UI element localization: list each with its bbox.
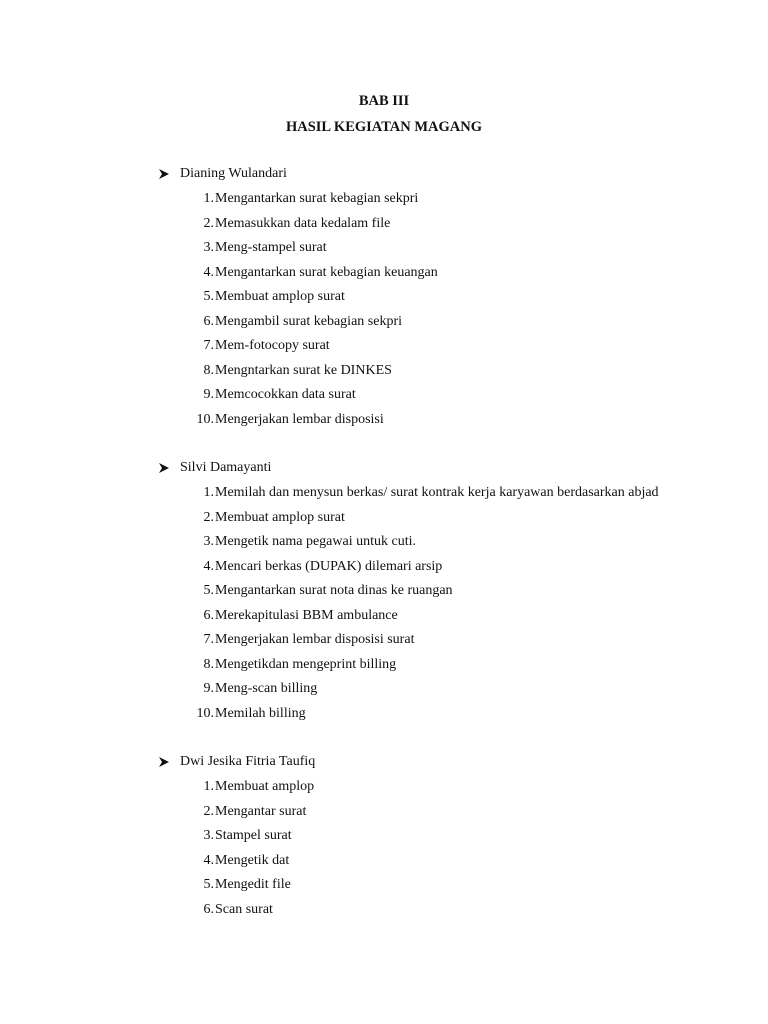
list-item-text: Mengetik dat: [215, 852, 290, 868]
list-item: [190, 238, 327, 258]
list-item-text: Mengantar surat: [215, 803, 307, 819]
list-item: [190, 606, 398, 626]
list-item-text: Memilah billing: [215, 705, 306, 721]
list-item: [190, 189, 418, 209]
list-item-text: Mem-fotocopy surat: [215, 338, 330, 353]
list-item-text: Memcocokkan data surat: [215, 387, 356, 402]
list-item: [190, 826, 292, 846]
list-item-number: 8.: [203, 656, 214, 672]
list-item-number: 1.: [203, 485, 214, 500]
list-item-text: Stampel surat: [215, 828, 292, 843]
list-item-text: Mengetik nama pegawai untuk cuti.: [215, 534, 416, 549]
list-item-number: 1.: [203, 779, 214, 794]
arrow-bullet-icon: [158, 462, 170, 474]
list-item-number: 4.: [203, 558, 214, 574]
list-item: [190, 312, 402, 332]
list-item-number: 9.: [203, 387, 214, 402]
list-item: [190, 361, 392, 381]
list-item-number: 8.: [203, 362, 214, 378]
person-name: Dwi Jesika Fitria Taufiq: [180, 754, 316, 769]
list-item-text: Mengerjakan lembar disposisi surat: [215, 632, 415, 647]
list-item-number: 5.: [203, 583, 214, 598]
list-item-number: 3.: [203, 534, 214, 549]
list-item-text: Mengedit file: [215, 877, 291, 892]
list-item: [190, 802, 306, 822]
list-item-text: Membuat amplop: [215, 779, 315, 794]
list-item: [190, 410, 384, 430]
list-item-number: 5.: [203, 289, 214, 304]
list-item-number: 6.: [203, 607, 214, 623]
list-item: [190, 655, 396, 675]
list-item-text: Mengetikdan mengeprint billing: [215, 656, 397, 672]
list-item-text: Meng-stampel surat: [215, 240, 327, 255]
list-item: [190, 900, 273, 920]
list-item-number: 7.: [203, 632, 214, 647]
list-item: [190, 557, 442, 577]
list-item: [190, 777, 314, 797]
arrow-bullet-icon: [158, 756, 170, 768]
list-item: [190, 385, 356, 405]
list-item-text: Mengantarkan surat nota dinas ke ruangan: [215, 583, 453, 598]
list-item-number: 10.: [196, 411, 214, 427]
chapter-title: BAB III: [358, 93, 410, 109]
list-item-number: 6.: [203, 901, 214, 917]
list-item: [190, 336, 330, 356]
list-item-text: Membuat amplop surat: [215, 509, 345, 525]
person-name: Dianing Wulandari: [180, 166, 287, 181]
list-item-text: Memilah dan menysun berkas/ surat kontrak kerja karyawan berdasarkan abjad: [215, 485, 659, 500]
list-item: [190, 851, 289, 871]
list-item-number: 2.: [203, 803, 214, 819]
list-item-text: Mengambil surat kebagian sekpri: [215, 313, 403, 329]
list-item: [190, 508, 345, 528]
list-item-number: 3.: [203, 828, 214, 843]
list-item-text: Mengantarkan surat kebagian sekpri: [215, 191, 419, 206]
list-item-text: Membuat amplop surat: [215, 289, 345, 304]
section-person-heading: [158, 458, 271, 478]
list-item-text: Memasukkan data kedalam file: [215, 215, 391, 231]
list-item: [190, 704, 306, 724]
list-item-number: 1.: [203, 191, 214, 206]
list-item-text: Mengantarkan surat kebagian keuangan: [215, 264, 438, 280]
list-item-number: 9.: [203, 681, 214, 696]
list-item-number: 5.: [203, 877, 214, 892]
list-item-text: Scan surat: [215, 901, 273, 917]
list-item: [190, 263, 438, 283]
list-item: [190, 875, 291, 895]
list-item-text: Merekapitulasi BBM ambulance: [215, 607, 398, 623]
section-person-heading: [158, 164, 287, 184]
list-item-text: Mencari berkas (DUPAK) dilemari arsip: [215, 558, 443, 574]
list-item: [190, 214, 390, 234]
list-item-number: 4.: [203, 852, 214, 868]
list-item-number: 7.: [203, 338, 214, 353]
list-item: [190, 483, 659, 503]
section-person-heading: [158, 752, 315, 772]
list-item-text: Mengntarkan surat ke DINKES: [215, 362, 392, 378]
arrow-bullet-icon: [158, 168, 170, 180]
list-item: [190, 581, 453, 601]
list-item: [190, 679, 317, 699]
list-item-number: 6.: [203, 313, 214, 329]
list-item-number: 10.: [196, 705, 214, 721]
list-item-number: 3.: [203, 240, 214, 255]
list-item-text: Mengerjakan lembar disposisi: [215, 411, 384, 427]
list-item: [190, 532, 416, 552]
list-item-text: Meng-scan billing: [215, 681, 318, 696]
list-item: [190, 630, 414, 650]
list-item-number: 4.: [203, 264, 214, 280]
list-item-number: 2.: [203, 215, 214, 231]
person-name: Silvi Damayanti: [180, 460, 272, 475]
list-item: [190, 287, 345, 307]
list-item-number: 2.: [203, 509, 214, 525]
chapter-subtitle: HASIL KEGIATAN MAGANG: [285, 119, 483, 135]
